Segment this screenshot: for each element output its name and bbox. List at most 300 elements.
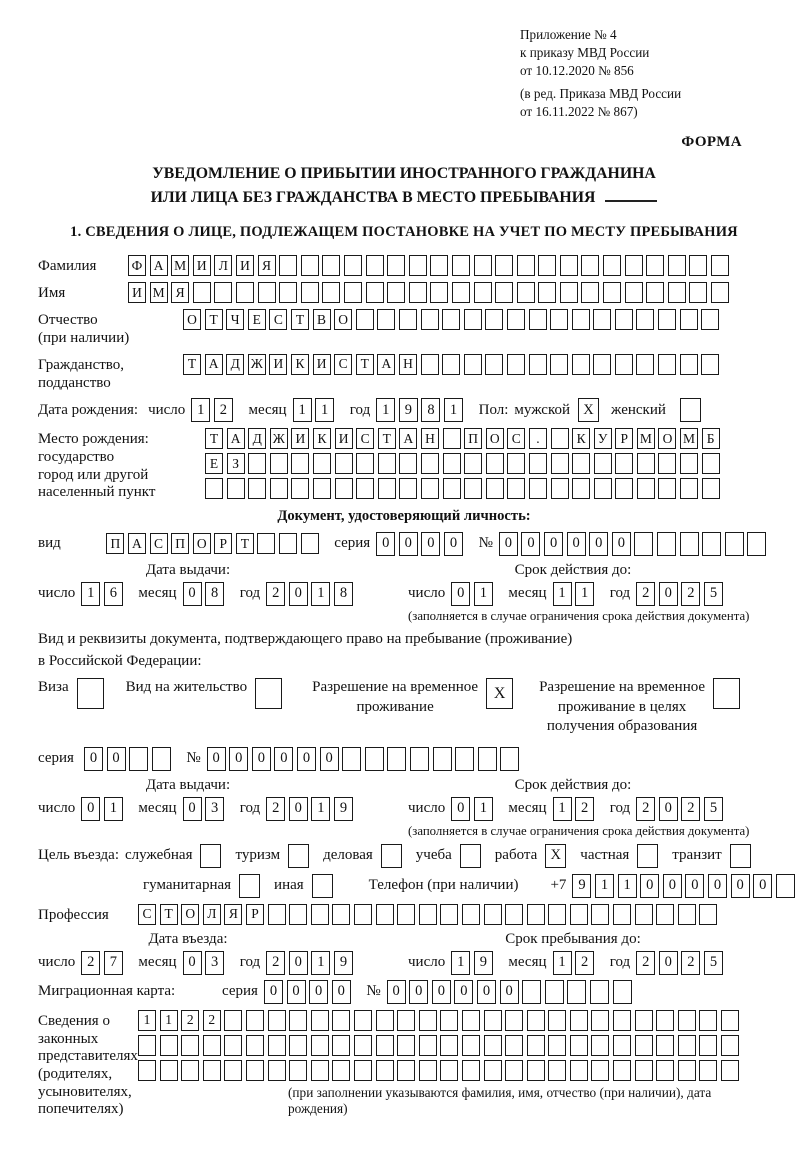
- char-cell[interactable]: [560, 282, 578, 303]
- char-cell[interactable]: [702, 453, 720, 474]
- char-cell[interactable]: 7: [104, 951, 123, 975]
- char-cell[interactable]: [279, 282, 297, 303]
- char-cell[interactable]: [505, 904, 523, 925]
- char-cell[interactable]: [301, 255, 319, 276]
- char-cell[interactable]: [678, 1060, 696, 1081]
- char-cell[interactable]: 2: [636, 797, 655, 821]
- char-cell[interactable]: [342, 747, 361, 771]
- char-cell[interactable]: [680, 478, 698, 499]
- char-cell[interactable]: [224, 1035, 242, 1056]
- char-cell[interactable]: [421, 309, 439, 330]
- visa-checkbox[interactable]: [77, 678, 104, 709]
- char-cell[interactable]: 0: [612, 532, 631, 556]
- char-cell[interactable]: [246, 1010, 264, 1031]
- char-cell[interactable]: Т: [205, 309, 223, 330]
- char-cell[interactable]: [613, 904, 631, 925]
- char-cell[interactable]: [344, 255, 362, 276]
- char-cell[interactable]: [387, 747, 406, 771]
- char-cell[interactable]: [399, 309, 417, 330]
- char-cell[interactable]: М: [150, 282, 168, 303]
- char-cell[interactable]: [376, 1010, 394, 1031]
- char-cell[interactable]: [462, 1010, 480, 1031]
- char-cell[interactable]: [322, 282, 340, 303]
- char-cell[interactable]: [702, 532, 721, 556]
- char-cell[interactable]: [377, 309, 395, 330]
- char-cell[interactable]: 0: [589, 532, 608, 556]
- char-cell[interactable]: Е: [205, 453, 223, 474]
- char-cell[interactable]: К: [572, 428, 590, 449]
- char-cell[interactable]: [354, 904, 372, 925]
- char-cell[interactable]: [301, 533, 319, 554]
- char-cell[interactable]: 8: [334, 582, 353, 606]
- char-cell[interactable]: О: [486, 428, 504, 449]
- char-cell[interactable]: [570, 1060, 588, 1081]
- char-cell[interactable]: 1: [104, 797, 123, 821]
- char-cell[interactable]: [646, 255, 664, 276]
- char-cell[interactable]: И: [193, 255, 211, 276]
- char-cell[interactable]: 1: [553, 582, 572, 606]
- char-cell[interactable]: 0: [399, 532, 418, 556]
- char-cell[interactable]: [289, 1010, 307, 1031]
- char-cell[interactable]: [354, 1060, 372, 1081]
- char-cell[interactable]: [581, 282, 599, 303]
- char-cell[interactable]: [711, 255, 729, 276]
- char-cell[interactable]: [440, 1060, 458, 1081]
- char-cell[interactable]: [548, 1060, 566, 1081]
- char-cell[interactable]: Н: [399, 354, 417, 375]
- char-cell[interactable]: 1: [474, 797, 493, 821]
- char-cell[interactable]: Е: [248, 309, 266, 330]
- char-cell[interactable]: Ж: [248, 354, 266, 375]
- char-cell[interactable]: 0: [183, 797, 202, 821]
- char-cell[interactable]: М: [171, 255, 189, 276]
- char-cell[interactable]: [507, 354, 525, 375]
- char-cell[interactable]: [527, 1060, 545, 1081]
- char-cell[interactable]: 0: [421, 532, 440, 556]
- char-cell[interactable]: [505, 1060, 523, 1081]
- char-cell[interactable]: [721, 1010, 739, 1031]
- char-cell[interactable]: 1: [138, 1010, 156, 1031]
- purpose-tourism-checkbox[interactable]: [288, 844, 309, 868]
- char-cell[interactable]: 0: [309, 980, 328, 1004]
- char-cell[interactable]: 8: [421, 398, 440, 422]
- char-cell[interactable]: 1: [311, 951, 330, 975]
- char-cell[interactable]: [203, 1060, 221, 1081]
- char-cell[interactable]: 2: [681, 582, 700, 606]
- char-cell[interactable]: [354, 1035, 372, 1056]
- char-cell[interactable]: [500, 747, 519, 771]
- char-cell[interactable]: [572, 478, 590, 499]
- char-cell[interactable]: [689, 255, 707, 276]
- char-cell[interactable]: [634, 532, 653, 556]
- char-cell[interactable]: 9: [474, 951, 493, 975]
- char-cell[interactable]: [464, 453, 482, 474]
- char-cell[interactable]: [332, 904, 350, 925]
- char-cell[interactable]: [517, 282, 535, 303]
- char-cell[interactable]: А: [150, 255, 168, 276]
- char-cell[interactable]: О: [193, 533, 211, 554]
- char-cell[interactable]: [603, 282, 621, 303]
- char-cell[interactable]: [376, 1035, 394, 1056]
- char-cell[interactable]: С: [138, 904, 156, 925]
- char-cell[interactable]: [668, 282, 686, 303]
- char-cell[interactable]: [452, 282, 470, 303]
- char-cell[interactable]: 0: [289, 951, 308, 975]
- char-cell[interactable]: [443, 428, 461, 449]
- char-cell[interactable]: 0: [264, 980, 283, 1004]
- char-cell[interactable]: [464, 309, 482, 330]
- char-cell[interactable]: [594, 478, 612, 499]
- char-cell[interactable]: [725, 532, 744, 556]
- char-cell[interactable]: [699, 904, 717, 925]
- char-cell[interactable]: [495, 255, 513, 276]
- char-cell[interactable]: И: [335, 428, 353, 449]
- char-cell[interactable]: 0: [289, 582, 308, 606]
- char-cell[interactable]: [590, 980, 609, 1004]
- char-cell[interactable]: 0: [500, 980, 519, 1004]
- char-cell[interactable]: [657, 532, 676, 556]
- char-cell[interactable]: [658, 309, 676, 330]
- char-cell[interactable]: [636, 309, 654, 330]
- char-cell[interactable]: К: [291, 354, 309, 375]
- char-cell[interactable]: [354, 1010, 372, 1031]
- char-cell[interactable]: [268, 1035, 286, 1056]
- char-cell[interactable]: [522, 980, 541, 1004]
- char-cell[interactable]: [322, 255, 340, 276]
- char-cell[interactable]: [311, 904, 329, 925]
- char-cell[interactable]: [545, 980, 564, 1004]
- char-cell[interactable]: 9: [399, 398, 418, 422]
- char-cell[interactable]: Б: [702, 428, 720, 449]
- char-cell[interactable]: [421, 453, 439, 474]
- char-cell[interactable]: 0: [640, 874, 659, 898]
- char-cell[interactable]: Р: [214, 533, 232, 554]
- char-cell[interactable]: 0: [297, 747, 316, 771]
- char-cell[interactable]: [248, 478, 266, 499]
- char-cell[interactable]: 0: [544, 532, 563, 556]
- char-cell[interactable]: [591, 1035, 609, 1056]
- char-cell[interactable]: [680, 453, 698, 474]
- char-cell[interactable]: [462, 1035, 480, 1056]
- char-cell[interactable]: 2: [214, 398, 233, 422]
- char-cell[interactable]: [484, 904, 502, 925]
- char-cell[interactable]: Т: [378, 428, 396, 449]
- char-cell[interactable]: [656, 1060, 674, 1081]
- char-cell[interactable]: Т: [236, 533, 254, 554]
- char-cell[interactable]: 0: [252, 747, 271, 771]
- char-cell[interactable]: [224, 1060, 242, 1081]
- char-cell[interactable]: [593, 354, 611, 375]
- char-cell[interactable]: 2: [681, 951, 700, 975]
- char-cell[interactable]: [615, 309, 633, 330]
- char-cell[interactable]: Р: [246, 904, 264, 925]
- char-cell[interactable]: 0: [207, 747, 226, 771]
- char-cell[interactable]: [442, 354, 460, 375]
- char-cell[interactable]: [248, 453, 266, 474]
- char-cell[interactable]: 0: [521, 532, 540, 556]
- char-cell[interactable]: [486, 453, 504, 474]
- char-cell[interactable]: [443, 453, 461, 474]
- char-cell[interactable]: [430, 255, 448, 276]
- temp-residence-checkbox[interactable]: X: [486, 678, 513, 709]
- char-cell[interactable]: [442, 309, 460, 330]
- char-cell[interactable]: И: [236, 255, 254, 276]
- char-cell[interactable]: П: [171, 533, 189, 554]
- char-cell[interactable]: [581, 255, 599, 276]
- char-cell[interactable]: З: [227, 453, 245, 474]
- char-cell[interactable]: 0: [659, 797, 678, 821]
- char-cell[interactable]: [419, 904, 437, 925]
- char-cell[interactable]: 2: [266, 582, 285, 606]
- char-cell[interactable]: [301, 282, 319, 303]
- char-cell[interactable]: 0: [287, 980, 306, 1004]
- char-cell[interactable]: [680, 354, 698, 375]
- char-cell[interactable]: [419, 1035, 437, 1056]
- char-cell[interactable]: 1: [595, 874, 614, 898]
- char-cell[interactable]: [570, 1010, 588, 1031]
- char-cell[interactable]: Т: [356, 354, 374, 375]
- char-cell[interactable]: [311, 1035, 329, 1056]
- char-cell[interactable]: [474, 255, 492, 276]
- char-cell[interactable]: И: [291, 428, 309, 449]
- char-cell[interactable]: И: [313, 354, 331, 375]
- char-cell[interactable]: [711, 282, 729, 303]
- char-cell[interactable]: [356, 478, 374, 499]
- char-cell[interactable]: .: [529, 428, 547, 449]
- char-cell[interactable]: [366, 282, 384, 303]
- char-cell[interactable]: [160, 1035, 178, 1056]
- char-cell[interactable]: [291, 478, 309, 499]
- char-cell[interactable]: [591, 1010, 609, 1031]
- char-cell[interactable]: О: [658, 428, 676, 449]
- char-cell[interactable]: [366, 255, 384, 276]
- char-cell[interactable]: [529, 354, 547, 375]
- char-cell[interactable]: [548, 904, 566, 925]
- char-cell[interactable]: 1: [311, 797, 330, 821]
- char-cell[interactable]: 6: [104, 582, 123, 606]
- char-cell[interactable]: 0: [499, 532, 518, 556]
- char-cell[interactable]: [505, 1035, 523, 1056]
- char-cell[interactable]: [567, 980, 586, 1004]
- char-cell[interactable]: 0: [320, 747, 339, 771]
- char-cell[interactable]: 0: [387, 980, 406, 1004]
- char-cell[interactable]: Я: [171, 282, 189, 303]
- char-cell[interactable]: 0: [81, 797, 100, 821]
- char-cell[interactable]: [376, 904, 394, 925]
- char-cell[interactable]: 0: [663, 874, 682, 898]
- char-cell[interactable]: [397, 1010, 415, 1031]
- char-cell[interactable]: 5: [704, 797, 723, 821]
- char-cell[interactable]: 0: [451, 582, 470, 606]
- char-cell[interactable]: Т: [160, 904, 178, 925]
- char-cell[interactable]: А: [399, 428, 417, 449]
- char-cell[interactable]: [409, 282, 427, 303]
- char-cell[interactable]: [421, 354, 439, 375]
- char-cell[interactable]: 1: [311, 582, 330, 606]
- char-cell[interactable]: У: [594, 428, 612, 449]
- purpose-transit-checkbox[interactable]: [730, 844, 751, 868]
- char-cell[interactable]: [397, 1060, 415, 1081]
- char-cell[interactable]: Т: [183, 354, 201, 375]
- char-cell[interactable]: [484, 1035, 502, 1056]
- char-cell[interactable]: Д: [248, 428, 266, 449]
- char-cell[interactable]: [548, 1010, 566, 1031]
- char-cell[interactable]: [572, 309, 590, 330]
- char-cell[interactable]: [484, 1060, 502, 1081]
- char-cell[interactable]: [689, 282, 707, 303]
- char-cell[interactable]: А: [227, 428, 245, 449]
- char-cell[interactable]: [678, 1035, 696, 1056]
- char-cell[interactable]: [365, 747, 384, 771]
- char-cell[interactable]: 5: [704, 582, 723, 606]
- char-cell[interactable]: [138, 1035, 156, 1056]
- char-cell[interactable]: 8: [205, 582, 224, 606]
- char-cell[interactable]: [138, 1060, 156, 1081]
- char-cell[interactable]: [529, 309, 547, 330]
- char-cell[interactable]: [246, 1035, 264, 1056]
- char-cell[interactable]: Ф: [128, 255, 146, 276]
- char-cell[interactable]: [613, 1035, 631, 1056]
- char-cell[interactable]: [527, 1035, 545, 1056]
- char-cell[interactable]: 0: [409, 980, 428, 1004]
- char-cell[interactable]: 0: [659, 582, 678, 606]
- purpose-official-checkbox[interactable]: [200, 844, 221, 868]
- char-cell[interactable]: 0: [376, 532, 395, 556]
- char-cell[interactable]: [485, 354, 503, 375]
- char-cell[interactable]: [594, 453, 612, 474]
- char-cell[interactable]: И: [269, 354, 287, 375]
- char-cell[interactable]: Я: [224, 904, 242, 925]
- char-cell[interactable]: [613, 1060, 631, 1081]
- char-cell[interactable]: Т: [291, 309, 309, 330]
- char-cell[interactable]: [378, 478, 396, 499]
- char-cell[interactable]: [376, 1060, 394, 1081]
- char-cell[interactable]: 1: [575, 582, 594, 606]
- char-cell[interactable]: [258, 282, 276, 303]
- char-cell[interactable]: [529, 453, 547, 474]
- char-cell[interactable]: К: [313, 428, 331, 449]
- char-cell[interactable]: 2: [181, 1010, 199, 1031]
- char-cell[interactable]: [570, 1035, 588, 1056]
- char-cell[interactable]: [702, 478, 720, 499]
- char-cell[interactable]: [356, 309, 374, 330]
- char-cell[interactable]: 3: [205, 951, 224, 975]
- char-cell[interactable]: [378, 453, 396, 474]
- char-cell[interactable]: [409, 255, 427, 276]
- char-cell[interactable]: 1: [315, 398, 334, 422]
- char-cell[interactable]: [701, 354, 719, 375]
- purpose-other-checkbox[interactable]: [312, 874, 333, 898]
- char-cell[interactable]: [507, 453, 525, 474]
- char-cell[interactable]: 0: [274, 747, 293, 771]
- char-cell[interactable]: [636, 354, 654, 375]
- char-cell[interactable]: С: [150, 533, 168, 554]
- char-cell[interactable]: О: [334, 309, 352, 330]
- char-cell[interactable]: А: [377, 354, 395, 375]
- char-cell[interactable]: [551, 428, 569, 449]
- char-cell[interactable]: [550, 309, 568, 330]
- char-cell[interactable]: [699, 1060, 717, 1081]
- char-cell[interactable]: [344, 282, 362, 303]
- purpose-study-checkbox[interactable]: [460, 844, 481, 868]
- char-cell[interactable]: [399, 478, 417, 499]
- char-cell[interactable]: 0: [183, 951, 202, 975]
- char-cell[interactable]: [356, 453, 374, 474]
- char-cell[interactable]: 0: [567, 532, 586, 556]
- char-cell[interactable]: [699, 1010, 717, 1031]
- char-cell[interactable]: [615, 453, 633, 474]
- char-cell[interactable]: [257, 533, 275, 554]
- char-cell[interactable]: Д: [226, 354, 244, 375]
- char-cell[interactable]: [268, 1060, 286, 1081]
- char-cell[interactable]: [193, 282, 211, 303]
- char-cell[interactable]: 0: [685, 874, 704, 898]
- char-cell[interactable]: П: [464, 428, 482, 449]
- char-cell[interactable]: 9: [334, 797, 353, 821]
- char-cell[interactable]: Н: [421, 428, 439, 449]
- char-cell[interactable]: 2: [636, 582, 655, 606]
- char-cell[interactable]: [430, 282, 448, 303]
- char-cell[interactable]: С: [269, 309, 287, 330]
- char-cell[interactable]: [646, 282, 664, 303]
- char-cell[interactable]: [656, 1035, 674, 1056]
- char-cell[interactable]: [560, 255, 578, 276]
- char-cell[interactable]: [635, 1035, 653, 1056]
- char-cell[interactable]: 0: [332, 980, 351, 1004]
- char-cell[interactable]: 9: [334, 951, 353, 975]
- char-cell[interactable]: [440, 1010, 458, 1031]
- char-cell[interactable]: [637, 453, 655, 474]
- char-cell[interactable]: [419, 1060, 437, 1081]
- char-cell[interactable]: 0: [84, 747, 103, 771]
- char-cell[interactable]: 0: [659, 951, 678, 975]
- char-cell[interactable]: [313, 453, 331, 474]
- char-cell[interactable]: [291, 453, 309, 474]
- purpose-private-checkbox[interactable]: [637, 844, 658, 868]
- char-cell[interactable]: 0: [289, 797, 308, 821]
- char-cell[interactable]: 2: [575, 797, 594, 821]
- char-cell[interactable]: [279, 533, 297, 554]
- char-cell[interactable]: [203, 1035, 221, 1056]
- char-cell[interactable]: [455, 747, 474, 771]
- char-cell[interactable]: [603, 255, 621, 276]
- char-cell[interactable]: [419, 1010, 437, 1031]
- char-cell[interactable]: [527, 904, 545, 925]
- char-cell[interactable]: 3: [205, 797, 224, 821]
- char-cell[interactable]: А: [205, 354, 223, 375]
- char-cell[interactable]: [747, 532, 766, 556]
- char-cell[interactable]: [699, 1035, 717, 1056]
- residence-permit-checkbox[interactable]: [255, 678, 282, 709]
- char-cell[interactable]: С: [334, 354, 352, 375]
- char-cell[interactable]: [311, 1060, 329, 1081]
- char-cell[interactable]: 0: [444, 532, 463, 556]
- char-cell[interactable]: 1: [191, 398, 210, 422]
- char-cell[interactable]: 1: [553, 797, 572, 821]
- char-cell[interactable]: И: [128, 282, 146, 303]
- char-cell[interactable]: 1: [451, 951, 470, 975]
- char-cell[interactable]: [462, 1060, 480, 1081]
- char-cell[interactable]: [421, 478, 439, 499]
- char-cell[interactable]: [658, 354, 676, 375]
- char-cell[interactable]: 2: [266, 797, 285, 821]
- char-cell[interactable]: [668, 255, 686, 276]
- char-cell[interactable]: [721, 1035, 739, 1056]
- char-cell[interactable]: [593, 309, 611, 330]
- char-cell[interactable]: 0: [451, 797, 470, 821]
- char-cell[interactable]: [160, 1060, 178, 1081]
- char-cell[interactable]: О: [183, 309, 201, 330]
